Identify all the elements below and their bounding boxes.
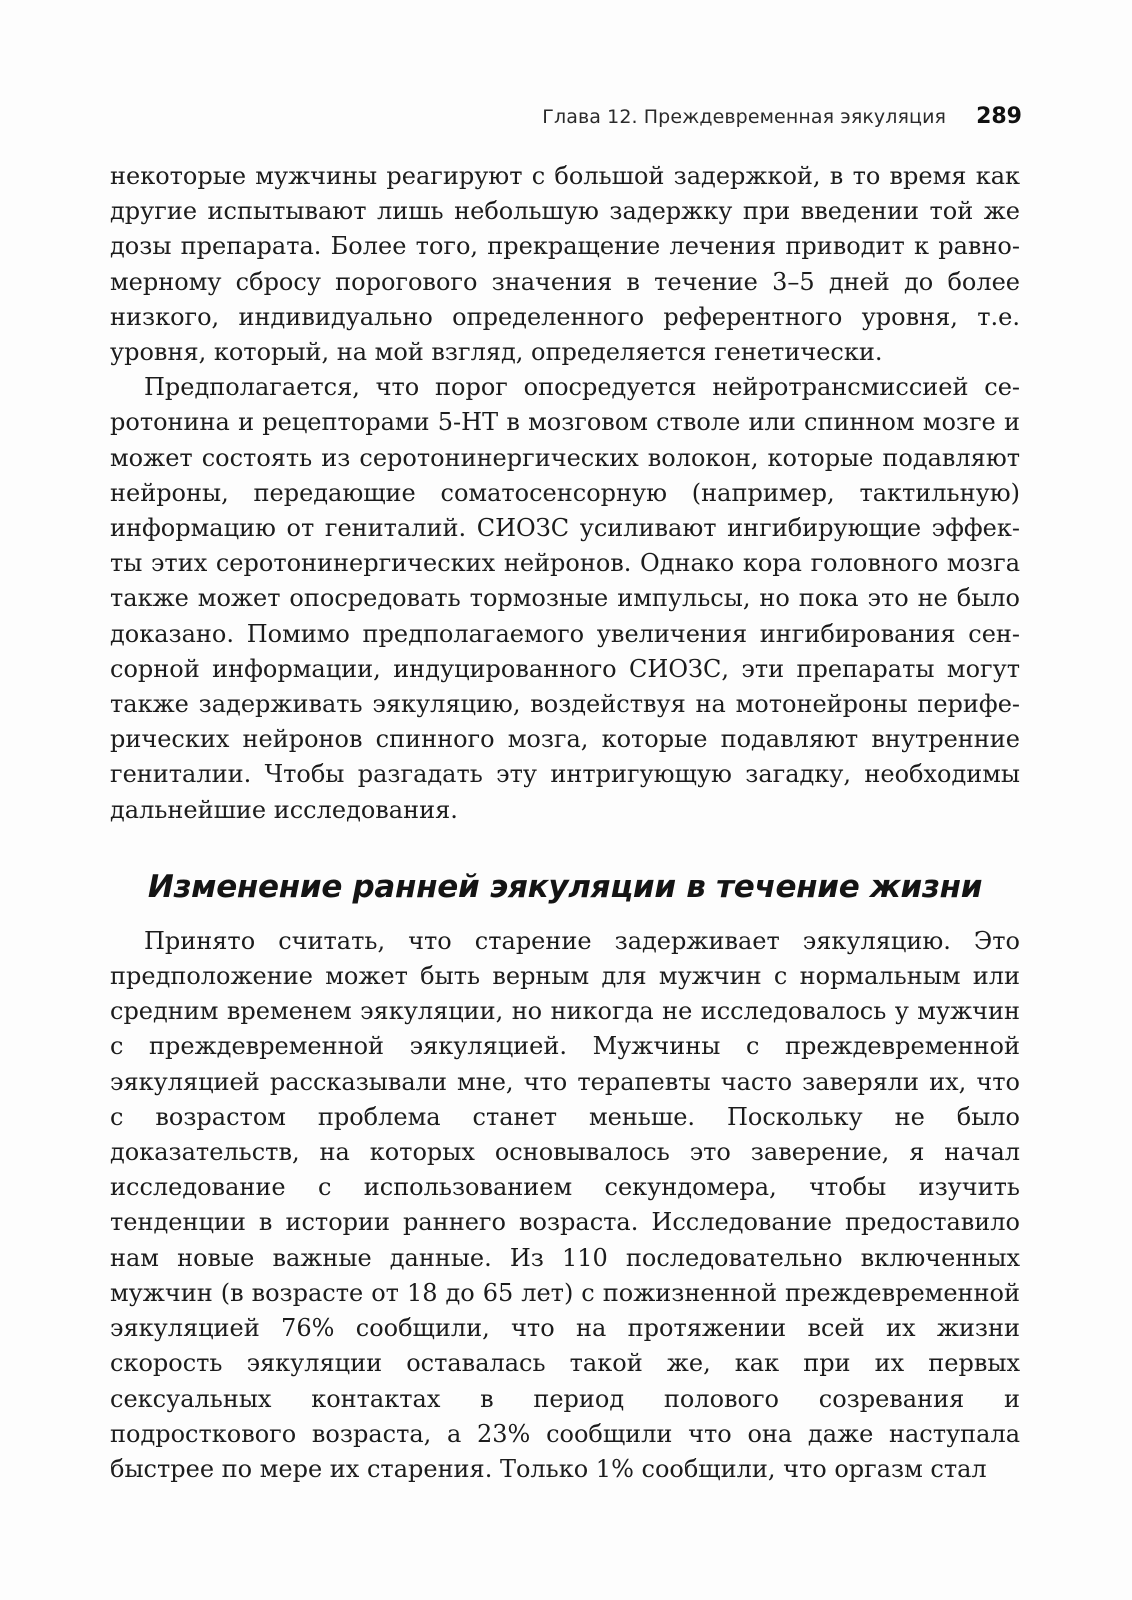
paragraph: Принято считать, что старение задерживает эякуляцию. Это предположение может быть верным для мужчин с нормальным или средним временем эякуляции, но никогда не исследовалось у мужчин с преждевременной эякуляцией. Мужчины с преждевременной эякуляцией рассказывали мне, что терапевты часто заверяли их, что с возрастом проблема станет меньше. Поскольку не было доказательств, на которых основывалось это заверение, я начал исследование с использованием секундомера, чтобы изучить тенденции в истории раннего возраста. Исследование предоставило нам новые важные данные. Из 110 последовательно включенных мужчин (в возрасте от 18 до 65 лет) с пожизненной преждевременной эякуляцией 76% сообщили, что на протяжении всей их жизни скорость эякуляции оставалась такой же, как при их первых сексуальных контактах в период полового созревания и подросткового возраста, а 23% сообщили что она даже наступала быстрее по мере их старения. Только 1% сообщили, что оргазм стал: [110, 926, 1020, 1483]
body-text: [110, 159, 1020, 1487]
paragraph: Предполагается, что порог опосредуется нейротрансмиссией серотонина и рецепторами 5-НТ в мозговом стволе или спинном мозге и может состоять из серотонинергических волокон, которые подавляют нейроны, передающие соматосенсорную (например, тактильную) информацию от гениталий. СИОЗС усиливают ингибирующие эффекты этих серотонинергических нейронов. Однако кора головного мозга также может опосредовать тормозные импульсы, но пока это не было доказано. Помимо предполагаемого увеличения ингибирования сенсорной информации, индуцированного СИОЗС, эти препараты могут также задерживать эякуляцию, воздействуя на мотонейроны периферических нейронов спинного мозга, которые подавляют внутренние гениталии. Чтобы разгадать эту интригующую загадку, необходимы дальнейшие исследования.: [110, 373, 1020, 824]
page-number: 289: [976, 104, 1022, 129]
chapter-title: Глава 12. Преждевременная эякуляция: [542, 106, 947, 128]
running-header: [110, 104, 1022, 129]
section-heading: Изменение ранней эякуляции в течение жизни: [147, 868, 983, 905]
paragraph: некоторые мужчины реагируют с большой задержкой, в то время как другие испытывают лишь небольшую задержку при введении той же дозы препарата. Более того, прекращение лечения приводит к равномерному сбросу порогового значения в течение 3–5 дней до более низкого, индивидуально определенного референтного уровня, т.е. уровня, который, на мой взгляд, определяется генетически.: [110, 162, 1020, 367]
